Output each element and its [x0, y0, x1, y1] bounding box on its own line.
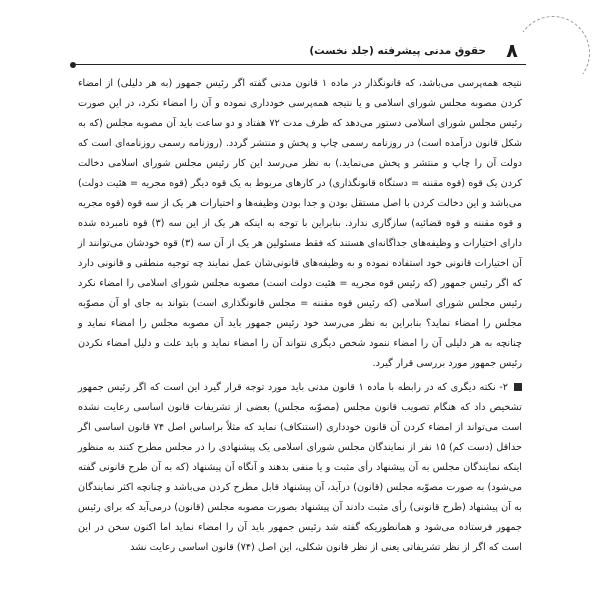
paragraph: نتیجه همه‌پرسی می‌باشد، که قانونگذار در ماده ۱ قانون مدنی گفته اگر رئیس جمهور (به هر دلیلی) از امضاء کردن مصوبه مجلس شورای اسلامی و یا نتیجه همه‌پرسی خودداری نموده و آن را امضاء نکرد، در این صورت رئیس مجلس شورای اسلامی دستور می‌دهد که ظرف مدت ۷۲ هفتاد و دو ساعت باید آن مصوبه مجلس (که به شکل قانون درآمده است) در روزنامه رسمی چاپ و پخش و منتشر گردد. (روزنامه رسمی روزنامه‌ای است که دولت آن را چاپ و منتشر و پخش می‌نماید.) به نظر می‌رسد این کار رئیس مجلس شورای اسلامی دخالت کردن یک قوه (قوه مقننه = دستگاه قانونگذاری) در کارهای مربوط به یک قوه دیگر (قوه مجریه = هئیت دولت) می‌باشد و این دخالت کردن با اصل مستقل بودن و جدا بودن وظیفه‌ها و اختیارات هر یک از سه قوه (قوه مجریه و قوه مقننه و قوه قضائیه) سازگاری ندارد. بنابراین با توجه به اینکه هر یک از این سه (۳) قوه نامبرده شده دارای اختیارات و وظیفه‌های جداگانه‌ای هستند که فقط مسئولین هر یک از آن سه (۳) قوه خودشان می‌توانند از آن اختیارات قانونی خود استفاده نموده و به وظیفه‌های قانونی‌شان عمل نمایند چه توجیه منطقی و قانونی دارد که اگر رئیس جمهور (که رئیس قوه مجریه = هئیت دولت است) مصوبه مجلس شورای اسلامی را امضاء نکرد رئیس مجلس شورای اسلامی (که رئیس قوه مقننه = مجلس قانونگذاری است) بتواند به جای او آن مصوّبه مجلس را امضاء نماید؟ بنابراین به نظر می‌رسد خود رئیس جمهور باید آن مصوبه مجلس را امضاء نماید و چنانچه به هر دلیلی آن را امضاء ننمود شخص دیگری نتواند آن را امضاء نماید و باید علت و دلیل امضاء نکردن رئیس جمهور مورد بررسی قرار گیرد.	[78, 78, 523, 369]
page-body	[78, 74, 522, 558]
header-rule-dot	[70, 62, 76, 68]
page-number: ۸	[506, 40, 518, 62]
paragraph-2-text: ۲- نکته دیگری که در رابطه با ماده ۱ قانون مدنی باید مورد توجه قرار گیرد این است که اگر رئیس جمهور تشخیص داد که هنگام تصویب قانون مجلس (مصوّبه مجلس) بعضی از تشریفات قانون اساسی رعایت نشده است می‌تواند از امضاء کردن آن قانون خودداری (استنکاف) نماید که مثلاً براساس اصل ۷۴ قانون اساسی اگر حداقل (دست کم) ۱۵ نفر از نمایندگان مجلس شورای اسلامی یک پیشنهادی را در مجلس مطرح کنند به منظور اینکه نمایندگان مجلس به آن پیشنهاد رأی مثبت و یا منفی بدهند و آنگاه آن پیشنهاد (که به آن طرح قانونی گفته می‌شود) به صورت مصوّبه مجلس (قانون) درآید، آن پیشنهاد قابل مطرح کردن می‌باشد و چنانچه اکثر نمایندگان به آن پیشنهاد (طرح قانونی) رأی مثبت دادند آن پیشنهاد بصورت مصوبه مجلس (قانون) درمی‌آید که برای رئیس جمهور فرستاده می‌شود و همانطوریکه گفته شد رئیس جمهور باید آن را امضاء نماید اما اکنون سخن در این است که اگر از نظر تشریفاتی یعنی از نظر قانون شکلی، این اصل (۷۴) قانون اساسی رعایت نشد	[78, 382, 522, 553]
running-title: حقوق مدنی پیشرفته (جلد نخست)	[309, 45, 486, 57]
square-bullet-icon	[514, 383, 522, 391]
page-header	[76, 40, 526, 62]
header-rule	[76, 64, 526, 65]
paragraph-2	[78, 378, 522, 558]
